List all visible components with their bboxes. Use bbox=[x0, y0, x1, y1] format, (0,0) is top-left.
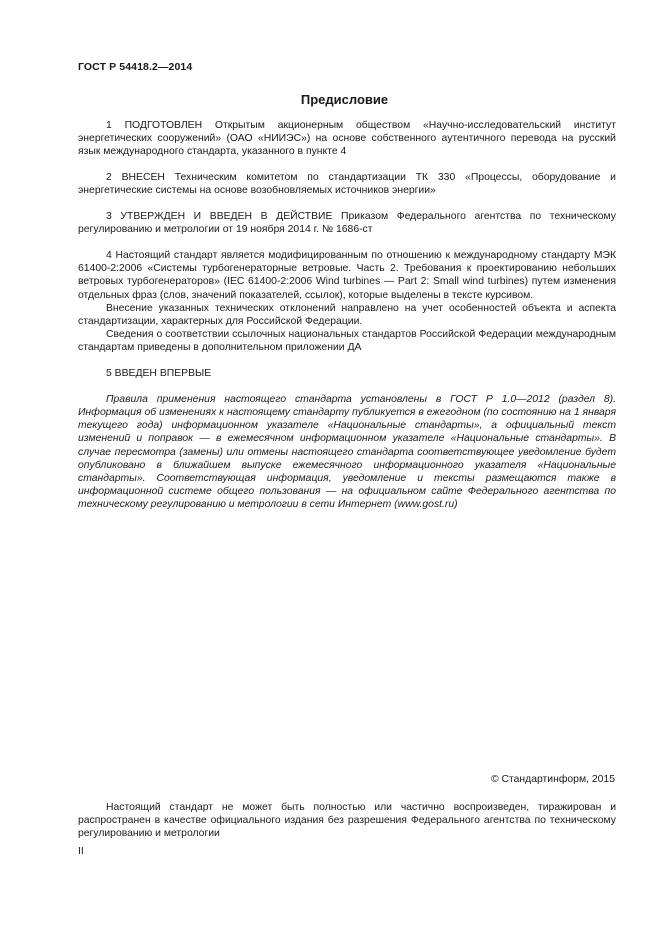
reproduction-notice: Настоящий стандарт не может быть полностью или частично воспроизведен, тиражирован и распространен в качестве официального издания без разрешения Федерального агентства по техническому регулированию и метрологии bbox=[78, 802, 616, 840]
section-4: 4 Настоящий стандарт является модифицированным по отношению к международному стандарту МЭК 61400-2:2006 «Системы турбогенераторные ветровые. Часть 2. Требования к проектированию небольших ветровых турбогенераторов» (IEC 61400-2:2006 Wind turbines — Part 2: Small wind turbines) путем изменения отдельных фраз (слов, значений показателей, ссылок), которые выделены в тексте курсивом. bbox=[78, 249, 616, 301]
page-number: II bbox=[78, 846, 84, 857]
section-5: 5 ВВЕДЕН ВПЕРВЫЕ bbox=[106, 368, 212, 380]
rules-paragraph: Правила применения настоящего стандарта установлены в ГОСТ Р 1.0—2012 (раздел 8). Информация об изменениях к настоящему стандарту публикуется в ежегодном (по состоянию на 1 января текущего года) информационном указателе «Национальные стандарты», а официальный текст изменений и поправок — в ежемесячном информационном указателе «Национальные стандарты». В случае пересмотра (замены) или отмены настоящего стандарта соответствующее уведомление будет опубликовано в ближайшем выпуске ежемесячного информационного указателя «Национальные стандарты». Соответствующая информация, уведомление и тексты размещаются также в информационной системе общего пользования — на официальном сайте Федерального агентства по техническому регулированию и метрологии в сети Интернет (www.gost.ru) bbox=[78, 393, 616, 511]
foreword-body bbox=[78, 119, 616, 512]
page-title: Предисловие bbox=[300, 92, 389, 107]
section-4-deviations: Внесение указанных технических отклонений направлено на учет особенностей объекта и аспекта стандартизации, характерных для Российской Федерации. bbox=[78, 302, 616, 327]
section-1: 1 ПОДГОТОВЛЕН Открытым акционерным обществом «Научно-исследовательский институт энергетических сооружений» (ОАО «НИИЭС») на основе собственного аутентичного перевода на русский язык международного стандарта, указанного в пункте 4 bbox=[78, 120, 616, 158]
section-2: 2 ВНЕСЕН Техническим комитетом по стандартизации ТК 330 «Процессы, оборудование и энергетические системы на основе возобновляемых источников энергии» bbox=[78, 172, 616, 197]
standard-code: ГОСТ Р 54418.2—2014 bbox=[78, 61, 193, 73]
copyright-line: © Стандартинформ, 2015 bbox=[490, 774, 615, 785]
section-4-references: Сведения о соответствии ссылочных национальных стандартов Российской Федерации международным стандартам приведены в дополнительном приложении ДА bbox=[78, 329, 616, 354]
section-3: 3 УТВЕРЖДЕН И ВВЕДЕН В ДЕЙСТВИЕ Приказом Федерального агентства по техническому регулированию и метрологии от 19 ноября 2014 г. № 1686-ст bbox=[78, 211, 616, 236]
